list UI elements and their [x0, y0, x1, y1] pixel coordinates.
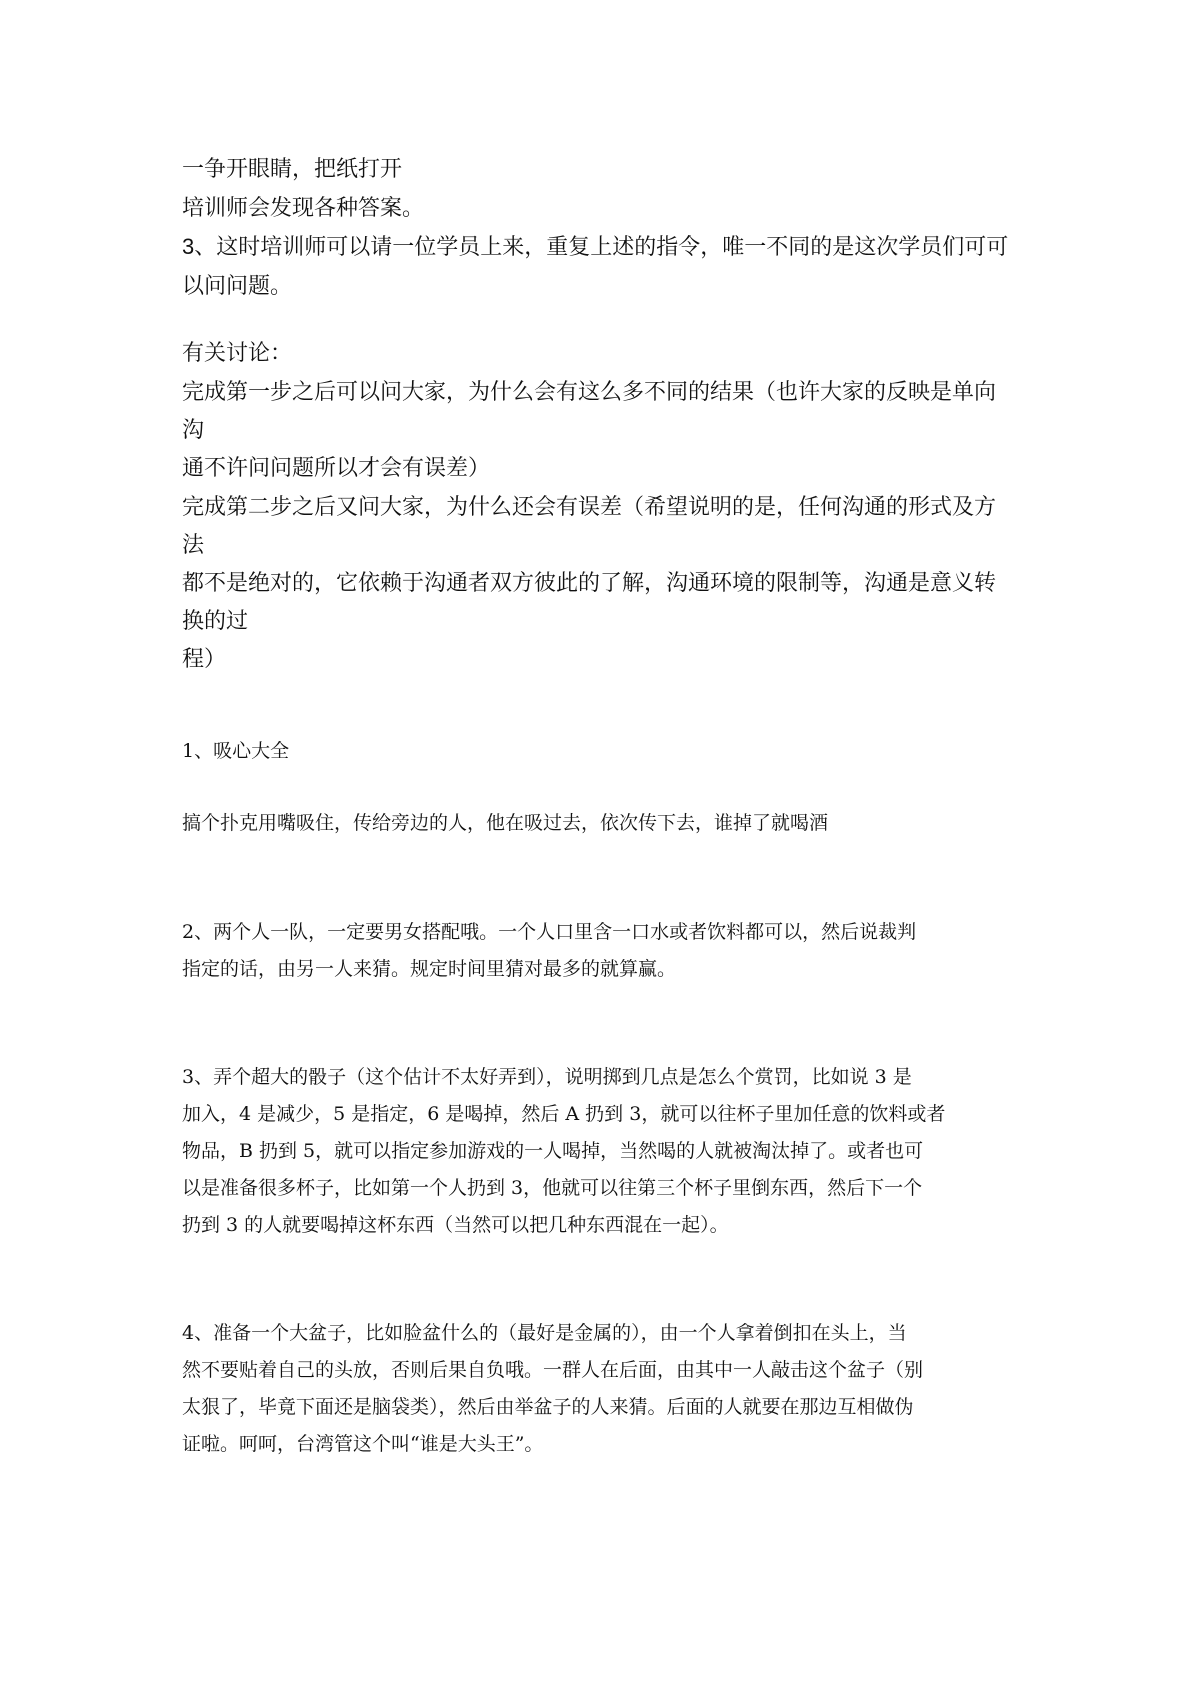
text-line: 通不许问问题所以才会有误差） [182, 455, 491, 480]
text-line: 太狠了，毕竟下面还是脑袋类），然后由举盆子的人来猜。后面的人就要在那边互相做伪 [182, 1396, 914, 1418]
text-line: 扔到 3 的人就要喝掉这杯东西（当然可以把几种东西混在一起）。 [182, 1214, 729, 1236]
text-line: 指定的话，由另一人来猜。规定时间里猜对最多的就算赢。 [182, 958, 677, 980]
text-line: 4、准备一个大盆子，比如脸盆什么的（最好是金属的），由一个人拿着倒扣在头上，当 [182, 1322, 907, 1344]
text-line: 证啦。呵呵，台湾管这个叫“谁是大头王”。 [182, 1433, 544, 1455]
text-line: 一争开眼睛，把纸打开 [182, 156, 403, 181]
text-line: 2、两个人一队，一定要男女搭配哦。一个人口里含一口水或者饮料都可以，然后说裁判 [182, 921, 917, 943]
section-heading: 有关讨论： [182, 340, 293, 365]
text-line: 完成第一步之后可以问大家，为什么会有这么多不同的结果（也许大家的反映是单向 [182, 379, 997, 404]
text-line: 搞个扑克用嘴吸住，传给旁边的人，他在吸过去，依次传下去，谁掉了就喝酒 [182, 812, 829, 834]
text-line: 都不是绝对的，它依赖于沟通者双方彼此的了解，沟通环境的限制等，沟通是意义转 [182, 570, 997, 595]
text-line: 以是准备很多杯子，比如第一个人扔到 3，他就可以往第三个杯子里倒东西，然后下一个 [182, 1177, 923, 1199]
text-line: 以问问题。 [182, 273, 293, 298]
text-line: 然不要贴着自己的头放，否则后果自负哦。一群人在后面，由其中一人敲击这个盆子（别 [182, 1359, 924, 1381]
text-line: 物品，B 扔到 5，就可以指定参加游戏的一人喝掉，当然喝的人就被淘汰掉了。或者也可 [182, 1140, 924, 1162]
text-line: 完成第二步之后又问大家，为什么还会有误差（希望说明的是，任何沟通的形式及方 [182, 494, 997, 519]
text-line: 培训师会发现各种答案。 [182, 195, 425, 220]
text-line: 换的过 [182, 608, 249, 633]
text-line: 沟 [182, 417, 205, 442]
text-line: 法 [182, 532, 205, 557]
text-line: 程） [182, 646, 227, 671]
game-title: 1、吸心大全 [182, 740, 290, 762]
text-line: 3、弄个超大的骰子（这个估计不太好弄到），说明掷到几点是怎么个赏罚，比如说 3 是 [182, 1066, 912, 1088]
text-line: 3、这时培训师可以请一位学员上来，重复上述的指令，唯一不同的是这次学员们可可 [182, 234, 1009, 259]
text-line: 加入，4 是减少，5 是指定，6 是喝掉，然后 A 扔到 3，就可以往杯子里加任意的饮料或者 [182, 1103, 946, 1125]
